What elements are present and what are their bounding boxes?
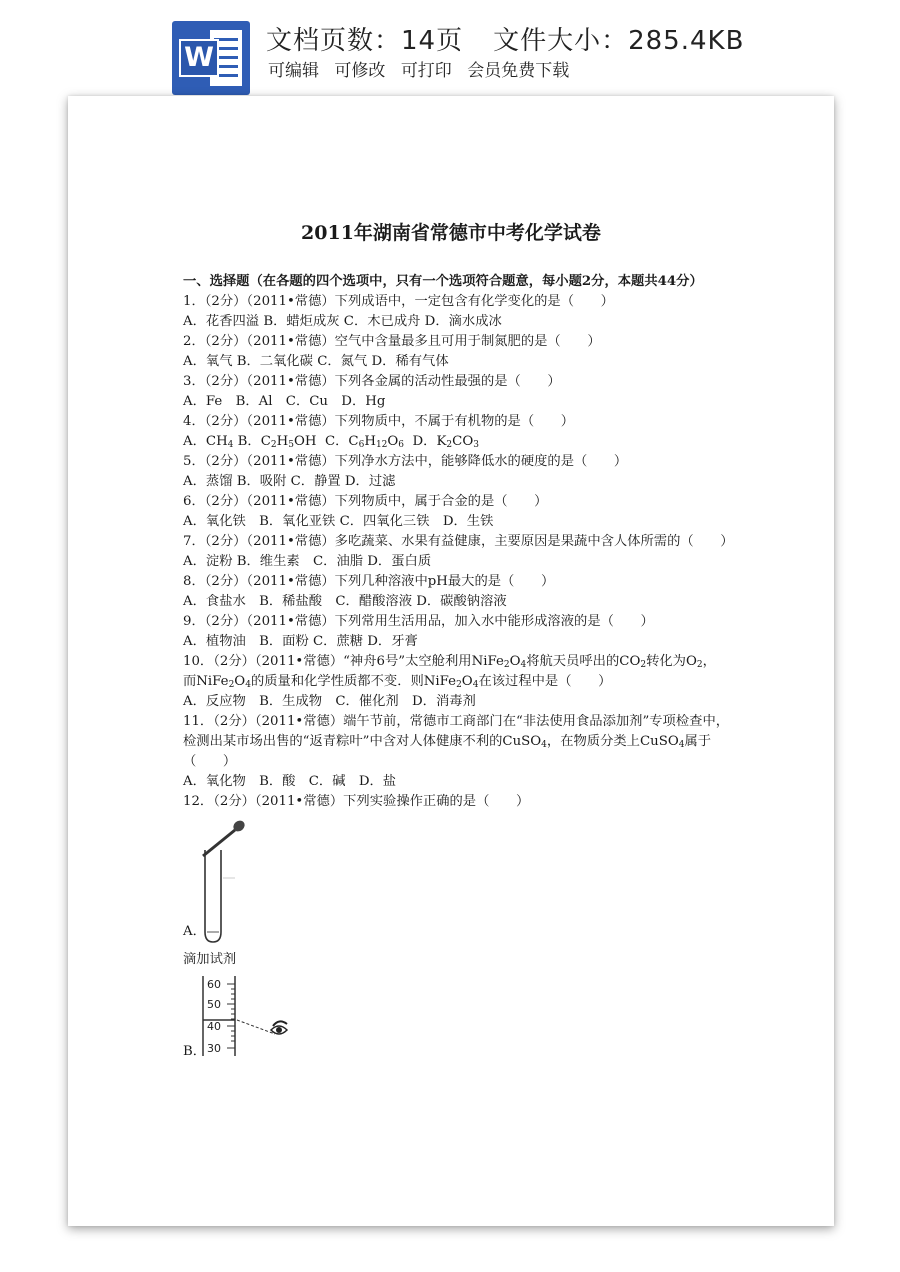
option-a-caption: 滴加试剂 [183,952,237,967]
question-11-line-3: （ ） [183,754,237,769]
exam-title: 2011年湖南省常德市中考化学试卷 [301,222,601,244]
question-8-options: A．食盐水 B．稀盐酸 C．醋酸溶液 D．碳酸钠溶液 [183,594,507,609]
question-1: 1．（2分）（2011•常德）下列成语中，一定包含有化学变化的是（ ） [183,294,614,309]
question-7-options: A．淀粉 B．维生素 C．油脂 D．蛋白质 [183,554,432,569]
question-8: 8．（2分）（2011•常德）下列几种溶液中pH最大的是（ ） [183,574,555,589]
exam-content [183,272,803,1062]
question-10: 10．（2分）（2011•常德）“神舟6号”太空舱利用$NiFe_2O_4$将航天员呼出的$CO_2$转化为$O_2$， [183,654,716,670]
question-9: 9．（2分）（2011•常德）下列常用生活用品，加入水中能形成溶液的是（ ） [183,614,654,629]
option-b-label: B． [183,1044,207,1059]
question-12: 12．（2分）（2011•常德）下列实验操作正确的是（ ） [183,794,530,809]
page-count: 文档页数：14页 [266,26,464,56]
question-10-line-2: 而$NiFe_2O_4$的质量和化学性质都不变．则$NiFe_2O_4$在该过程中是（ ） [183,674,612,690]
feature-member-download: 会员免费下载 [467,61,570,81]
question-4: 4．（2分）（2011•常德）下列物质中，不属于有机物的是（ ） [183,414,575,429]
document-page [68,96,834,1226]
file-meta-title [266,20,744,57]
question-2: 2．（2分）（2011•常德）空气中含量最多且可用于制氮肥的是（ ） [183,334,601,349]
question-9-options: A．植物油 B．面粉 C．蔗糖 D．牙膏 [183,634,418,649]
question-11-options: A．氧化物 B．酸 C．碱 D．盐 [183,774,397,789]
question-3-options: A．Fe B．Al C．Cu D．Hg [183,394,386,409]
option-b-figure [183,974,803,1062]
feature-printable: 可打印 [400,61,452,81]
option-a-label: A． [183,924,206,939]
question-10-options: A．反应物 B．生成物 C．催化剂 D．消毒剂 [183,694,476,709]
question-11: 11．（2分）（2011•常德）端午节前，常德市工商部门在“非法使用食品添加剂”专项检查中， [183,714,730,729]
feature-modifiable: 可修改 [334,61,386,81]
feature-editable: 可编辑 [268,61,319,81]
question-5-options: A．蒸馏 B．吸附 C．静置 D．过滤 [183,474,396,489]
feature-list [268,56,579,81]
question-2-options: A．氧气 B．二氧化碳 C．氮气 D．稀有气体 [183,354,449,369]
file-size: 文件大小：285.4KB [493,26,745,56]
question-11-line-2: 检测出某市场出售的“返青粽叶”中含对人体健康不利的CuSO$_4$，在物质分类上CuSO$_4$属于 [183,734,712,750]
question-3: 3．（2分）（2011•常德）下列各金属的活动性最强的是（ ） [183,374,561,389]
cylinder-tick-50: 50 [207,998,221,1011]
option-a-figure [183,820,803,944]
question-6: 6．（2分）（2011•常德）下列物质中，属于合金的是（ ） [183,494,548,509]
header-banner [0,0,900,100]
cylinder-tick-60: 60 [207,978,221,991]
question-4-options: A．$CH_4$ B．$C_2H_5OH$ C．$C_6H_{12}O_6$ D．$K_2CO_3$ [183,434,479,450]
section-heading: 一、选择题（在各题的四个选项中，只有一个选项符合题意，每小题2分，本题共44分） [183,274,703,289]
word-letter: W [179,39,219,77]
cylinder-tick-40: 40 [207,1020,221,1033]
question-6-options: A．氧化铁 B．氧化亚铁 C．四氧化三铁 D．生铁 [183,514,494,529]
word-document-icon [172,21,250,95]
question-1-options: A．花香四溢 B．蜡炬成灰 C．木已成舟 D．滴水成冰 [183,314,502,329]
cylinder-tick-30: 30 [207,1042,221,1055]
question-5: 5．（2分）（2011•常德）下列净水方法中，能够降低水的硬度的是（ ） [183,454,628,469]
question-7: 7．（2分）（2011•常德）多吃蔬菜、水果有益健康，主要原因是果蔬中含人体所需的（ ） [183,534,734,549]
